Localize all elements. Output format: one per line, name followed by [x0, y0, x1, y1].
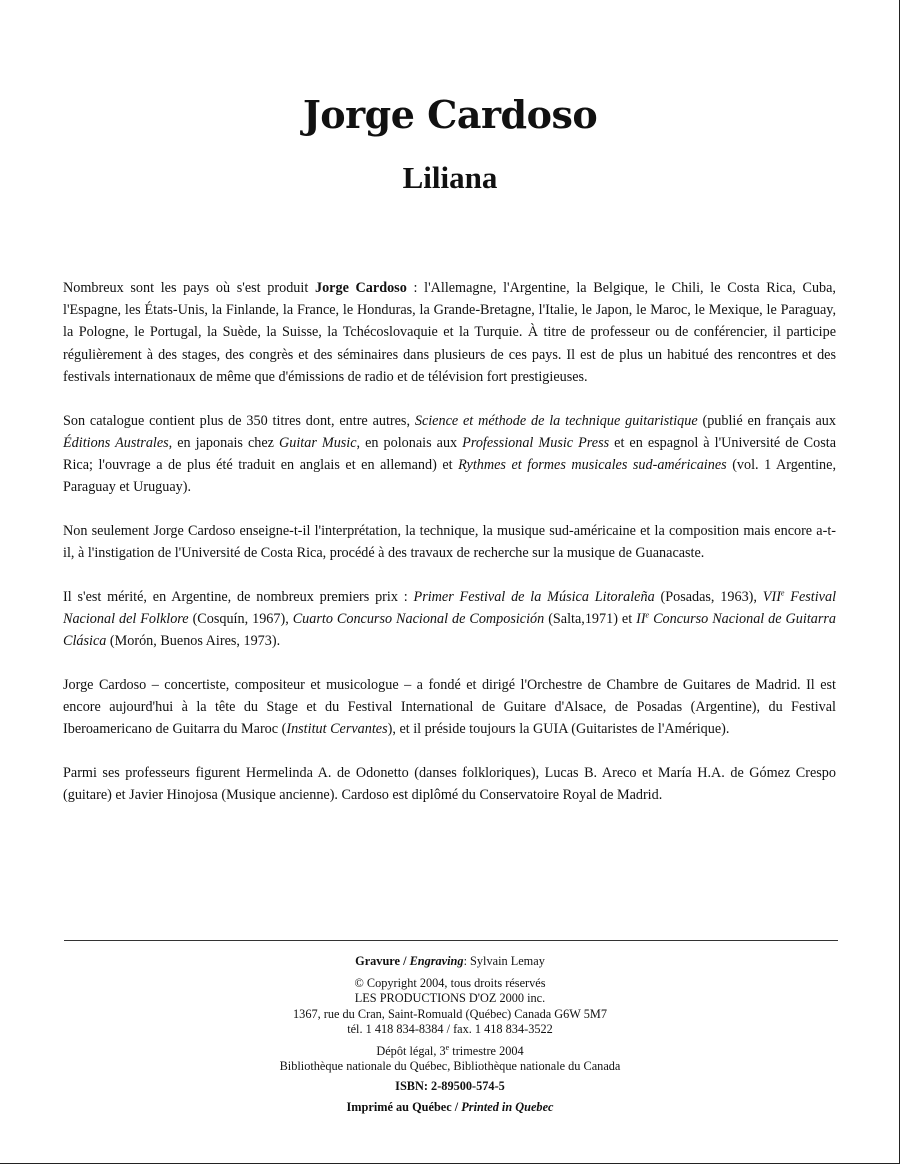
ordinal-sup: e	[780, 588, 785, 597]
isbn	[0, 1079, 900, 1095]
ordinal-sup: e	[445, 1042, 450, 1052]
publisher-phone: tél. 1 418 834-8384 / fax. 1 418 834-3522	[347, 1022, 553, 1036]
legal-deposit	[0, 1044, 900, 1060]
composer-name: Jorge Cardoso	[302, 92, 598, 137]
engraving-label-en: Engraving	[409, 954, 464, 968]
colophon	[0, 954, 900, 1116]
bio-text: (Salta,1971) et	[544, 610, 637, 627]
bio-paragraph-1	[63, 277, 836, 388]
bio-italic: Institut Cervantes	[286, 721, 388, 738]
publisher-address: 1367, rue du Cran, Saint-Romuald (Québec) Canada G6W 5M7	[293, 1006, 607, 1021]
bio-text: (Posadas, 1963),	[654, 588, 763, 605]
bio-text: et en espagnol à l'Université de Costa Rica; l'ouvrage a de plus été traduit en anglais et en allemand) et	[63, 434, 836, 473]
bio-text: (Morón, Buenos Aires, 1973).	[106, 633, 281, 650]
bio-italic: Primer Festival de la Música Litoraleña	[413, 588, 655, 605]
roman-numeral: VII	[762, 588, 781, 605]
libraries-line: Bibliothèque nationale du Québec, Bibliothèque nationale du Canada	[279, 1059, 621, 1073]
bio-paragraph-3: Non seulement Jorge Cardoso enseigne-t-il l'interprétation, la technique, la musique sud-américaine et la composition mais encore a-t-il, à l'instigation de l'Université de Costa Rica, procédé à des travaux de recherche sur la musique de Guanacaste.	[63, 522, 836, 562]
biography	[63, 277, 836, 828]
divider-rule	[64, 940, 838, 941]
bio-italic-text: Concurso Nacional de Guitarra Clásica	[63, 610, 836, 650]
isbn-text: ISBN: 2-89500-574-5	[395, 1078, 505, 1093]
bio-text: Il s'est mérité, en Argentine, de nombreux premiers prix :	[63, 588, 414, 605]
bio-text: Son catalogue contient plus de 350 titres dont, entre autres,	[63, 412, 415, 429]
bio-italic: Science et méthode de la technique guitaristique	[414, 412, 698, 429]
publisher-name: LES PRODUCTIONS D'OZ 2000 inc.	[354, 991, 546, 1005]
bio-text: ), et il préside toujours la GUIA (Guitaristes de l'Amérique).	[387, 721, 730, 738]
ordinal-sup: e	[645, 610, 650, 620]
bio-bold-name: Jorge Cardoso	[314, 280, 407, 296]
bio-italic: Guitar Music	[279, 434, 357, 451]
legal-deposit-pre: Dépôt légal, 3	[376, 1043, 446, 1058]
bio-italic: Cuarto Concurso Nacional de Composición	[292, 610, 545, 627]
copyright-line: © Copyright 2004, tous droits réservés	[354, 975, 546, 990]
bio-text: Nombreux sont les pays où s'est produit	[63, 280, 315, 296]
bio-paragraph-6: Parmi ses professeurs figurent Hermelinda A. de Odonetto (danses folkloriques), Lucas B. Areco et María H.A. de Gómez Crespo (guitare) et Javier Hinojosa (Musique ancienne). Cardoso est diplômé du Conservatoire Royal de Madrid.	[63, 764, 836, 804]
printed-in-fr: Imprimé au Québec /	[346, 1100, 462, 1114]
work-title: Liliana	[402, 160, 498, 195]
printed-in-en: Printed in Quebec	[461, 1100, 554, 1114]
bio-text: Jorge Cardoso – concertiste, compositeur et musicologue – a fondé et dirigé l'Orchestre de Chambre de Guitares de Madrid. Il est encore aujourd'hui à la tête du Stage et du Festival International de Guitare d'Alsace, de Posadas (Argentine), du Festival Iberoamericano de Guitarra du Maroc (	[63, 676, 836, 738]
bio-paragraph-2	[63, 410, 836, 499]
bio-italic: Professional Music Press	[462, 434, 610, 451]
bio-italic-text: Festival Nacional del Folklore	[63, 588, 837, 627]
bio-italic: Éditions Australes	[63, 434, 169, 451]
bio-paragraph-4	[63, 586, 836, 653]
printed-in	[0, 1100, 900, 1116]
legal-deposit-post: trimestre 2004	[449, 1043, 524, 1058]
bio-text: , en japonais chez	[168, 434, 279, 451]
roman-numeral: II	[636, 610, 646, 627]
bio-text: (Cosquín, 1967),	[188, 610, 293, 627]
bio-italic: Rythmes et formes musicales sud-américaines	[458, 456, 727, 473]
bio-text: (vol. 1 Argentine, Paraguay et Uruguay).	[63, 456, 836, 496]
engraving-credit	[0, 954, 900, 970]
engraver-name: : Sylvain Lemay	[463, 954, 545, 968]
bio-text: : l'Allemagne, l'Argentine, la Belgique, le Chili, le Costa Rica, Cuba, l'Espagne, les États-Unis, la Finlande, la France, le Honduras, la Grande-Bretagne, l'Italie, le Japon, le Maroc, le Mexique, le Paraguay, la Pologne, le Portugal, la Suède, la Suisse, la Tchécoslovaquie et la Turquie. À titre de professeur ou de conférencier, il participe régulièrement à des stages, des congrès et des séminaires dans plusieurs de ces pays. Il est de plus un habitué des rencontres et des festivals internationaux de même que d'émissions de radio et de télévision fort prestigieuses.	[63, 280, 836, 385]
engraving-label-fr: Gravure /	[355, 954, 410, 968]
bio-text: (publié en français aux	[697, 412, 836, 429]
bio-paragraph-5	[63, 674, 836, 741]
bio-text: , en polonais aux	[356, 434, 463, 451]
